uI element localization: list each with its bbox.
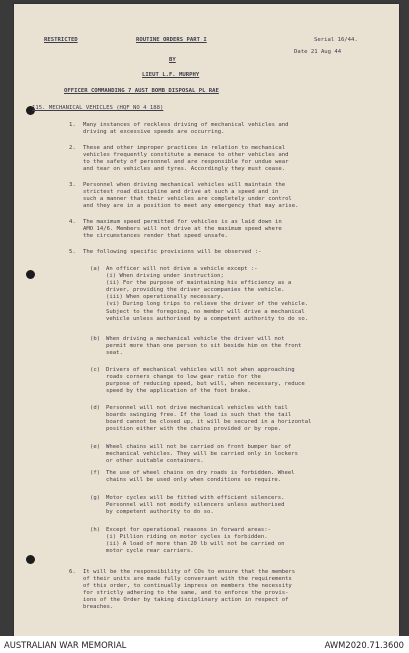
para-text: The following specific provisions will be observed :- xyxy=(83,249,262,255)
document-title: ROUTINE ORDERS PART I xyxy=(136,37,207,43)
sub-letter: (h) xyxy=(90,527,101,533)
sub-text: Wheel chains will not be carried on front bumper bar of mechanical vehicles. They will be carried only in lockers or other suitable containers. xyxy=(106,444,298,465)
para-number: 3. xyxy=(69,182,76,188)
sub-letter: (f) xyxy=(90,470,101,476)
sub-letter: (d) xyxy=(90,405,101,411)
sub-letter: (g) xyxy=(90,495,101,501)
para-number: 1. xyxy=(69,122,76,128)
sub-letter: (e) xyxy=(90,444,101,450)
sub-text: Personnel will not drive mechanical vehicles with tail boards swinging free. If the load is such that the tail board cannot be closed up, it will be secured in a horizontal position either with the chains provided or by rope. xyxy=(106,405,312,433)
para-number: 5. xyxy=(69,249,76,255)
para-text: It will be the responsibility of COs to ensure that the members of their units are made fully conversant with the requirements of this order, to continually impress on members the necessity for strictly adhering to the same, and to enforce the provis- ions of the Order by taking disciplinary action in respect of breaches. xyxy=(83,569,296,611)
para-text: Many instances of reckless driving of mechanical vehicles and driving at excessive speeds are occurring. xyxy=(83,122,289,136)
para-text: These and other improper practices in relation to mechanical vehicles frequently constitute a menace to other vehicles and to the safety of personnel and are responsible for undue wear and tear on vehicles and tyres. Accordingly they must cease. xyxy=(83,145,289,173)
sub-text: The use of wheel chains on dry roads is forbidden. Wheel chains will be used only when conditions so require. xyxy=(106,470,295,484)
footer-bar xyxy=(0,636,409,653)
sub-text: Drivers of mechanical vehicles will not when approaching roads corners change to low gear ratio for the purpose of reducing speed, but will, when necessary, reduce speed by the application of the foot brake. xyxy=(106,367,305,395)
officer-title: OFFICER COMMANDING 7 AUST BOMB DISPOSAL PL RAE xyxy=(64,88,219,94)
para-number: 6. xyxy=(69,569,76,575)
sub-text: When driving a mechanical vehicle the driver will not permit more than one person to sit beside him on the front seat. xyxy=(106,336,302,357)
document-date: Date 21 Aug 44 xyxy=(294,49,342,55)
para-text: Personnel when driving mechanical vehicles will maintain the strictest road discipline and drive at such a speed and in such a manner that their vehicles are completely under control and they are in a position to meet any emergency that may arise. xyxy=(83,182,299,210)
para-number: 4. xyxy=(69,219,76,225)
punch-hole xyxy=(26,270,35,279)
order-heading: 115. MECHANICAL VEHICLES (HQF NO 4 188) xyxy=(32,105,164,111)
para-number: 2. xyxy=(69,145,76,151)
sub-letter: (c) xyxy=(90,367,101,373)
para-text: The maximum speed permitted for vehicles is as laid down in AMO 14/6. Members will not drive at the maximum speed where the circumstances render that speed unsafe. xyxy=(83,219,282,240)
officer-name: LIEUT L.F. MURPHY xyxy=(142,72,200,78)
sub-text: Motor cycles will be fitted with efficient silencers. Personnel will not modify silencers unless authorised by competent authority to do so. xyxy=(106,495,285,516)
sub-letter: (a) xyxy=(90,266,101,272)
serial-number: Serial 16/44. xyxy=(314,37,358,43)
footer-source: AUSTRALIAN WAR MEMORIAL xyxy=(4,640,127,650)
by-line: BY xyxy=(169,57,176,63)
sub-text: An officer will not drive a vehicle except :- (i) When driving under instruction; (ii) For the purpose of maintaining his efficiency as a driver, providing the driver accompanies the vehicle. (iii) When operationally necessary. (vi) During long trips to relieve the driver of the vehicle. Subject to the foregoing, no member will drive a mechanical vehicle unless authorised by a competent authority to do so. xyxy=(106,266,309,322)
document-page xyxy=(14,4,399,636)
sub-text: Except for operational reasons in forward areas:- (i) Pillion riding on motor cycles is forbidden. (ii) A load of more than 20 lb will not be carried on motor cycle rear carriers. xyxy=(106,527,285,555)
sub-letter: (b) xyxy=(90,336,101,342)
footer-accession: AWM2020.71.3600 xyxy=(324,640,404,650)
punch-hole xyxy=(26,555,35,564)
classification-label: RESTRICTED xyxy=(44,37,78,43)
